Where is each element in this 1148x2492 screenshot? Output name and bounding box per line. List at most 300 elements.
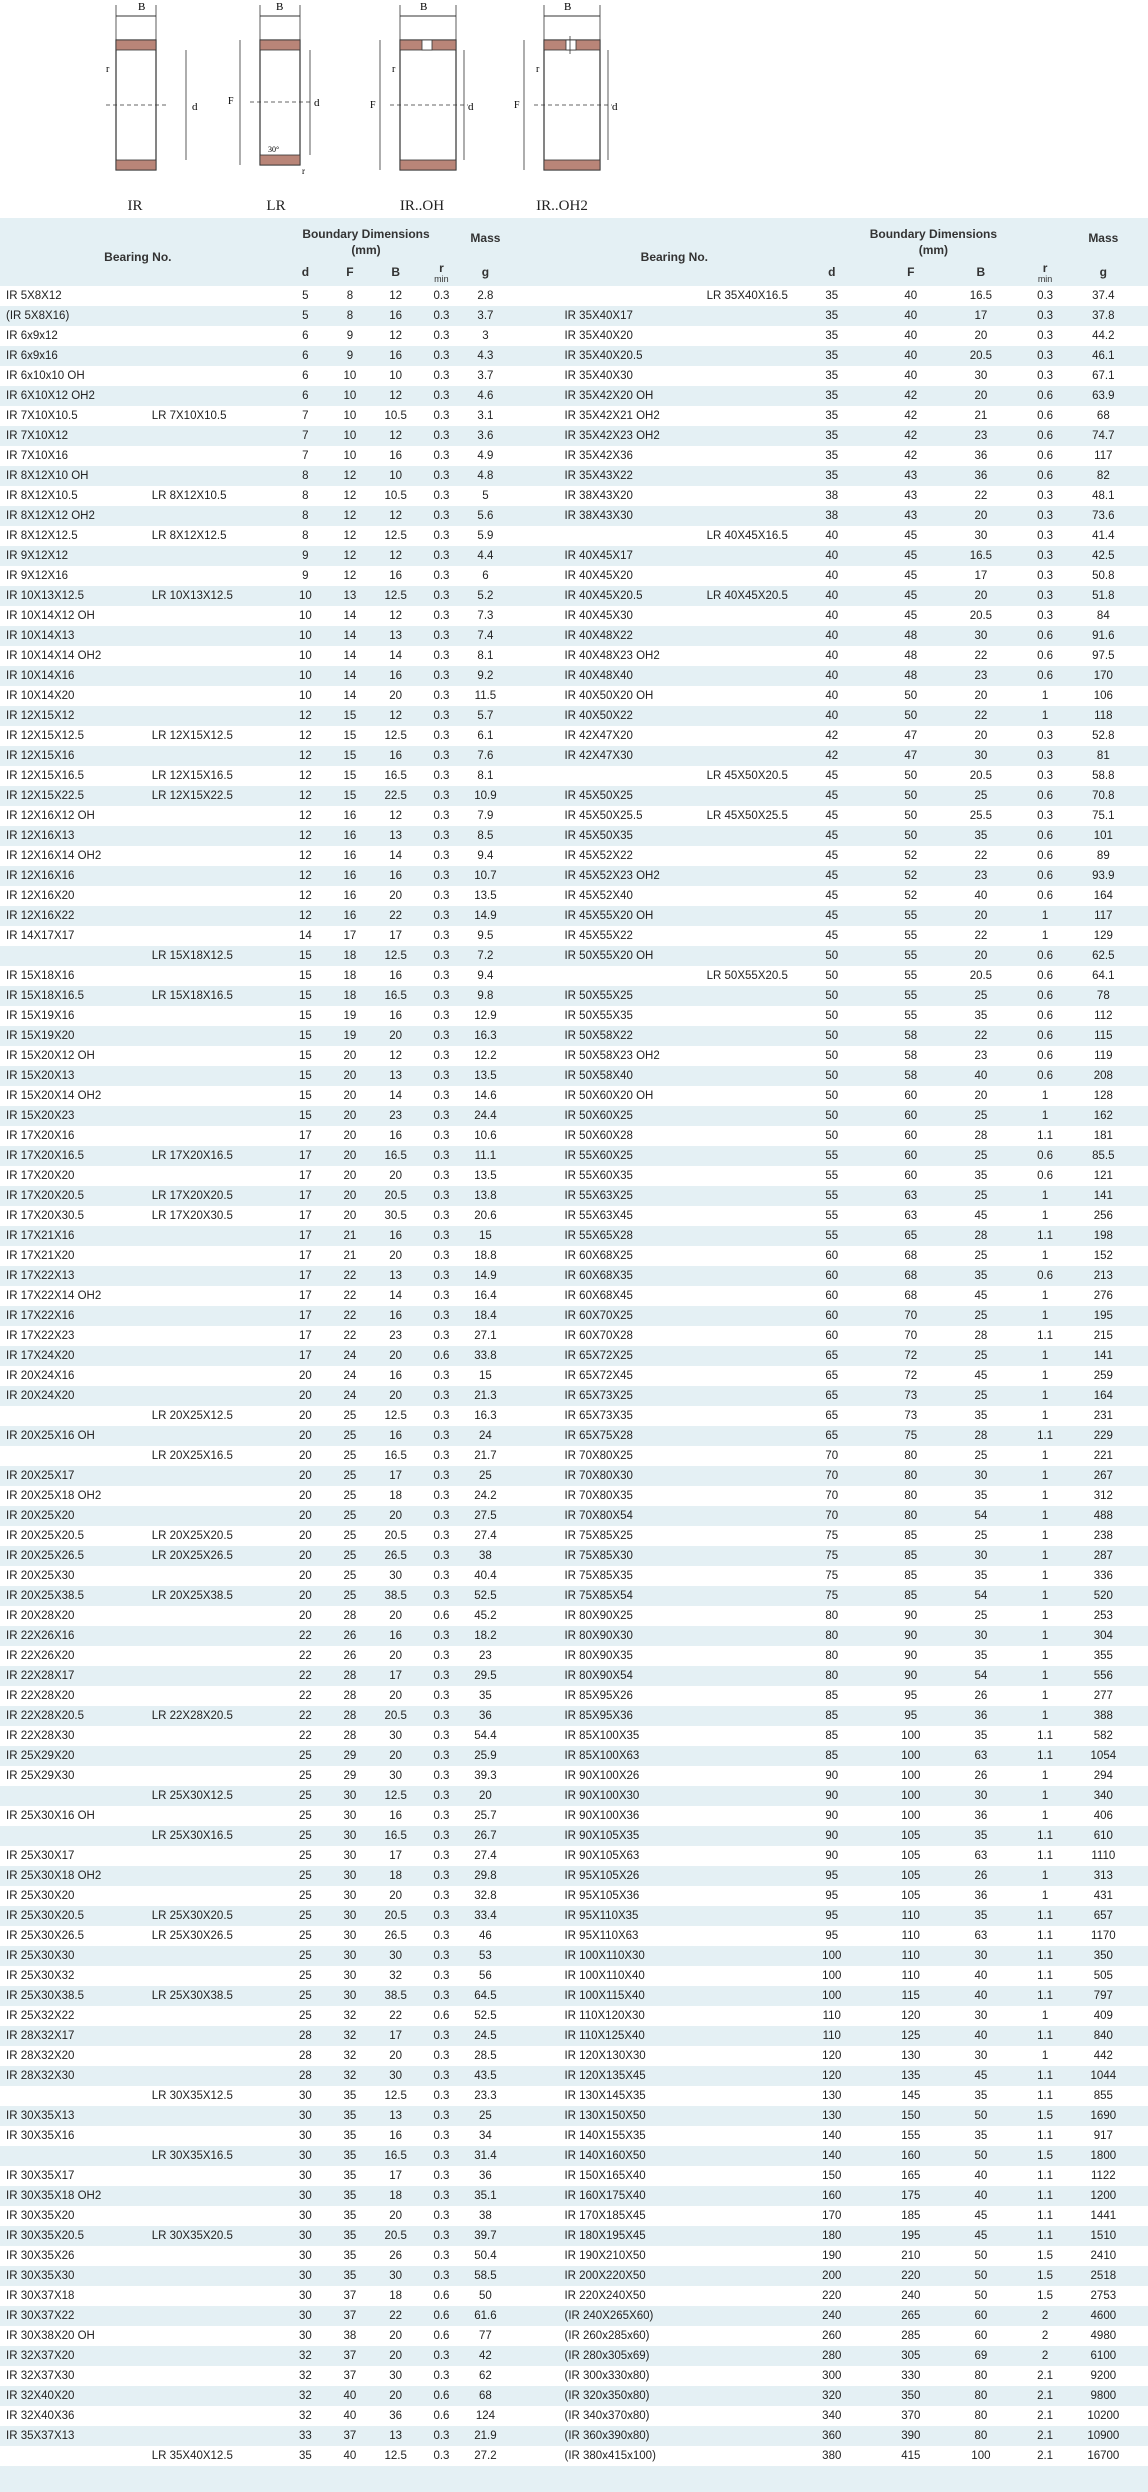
spacer-cell: [1130, 906, 1148, 926]
table-cell: 30: [974, 1550, 988, 1562]
table-cell: 556: [1093, 1670, 1113, 1682]
table-cell: 30: [343, 1870, 357, 1882]
table-cell: [150, 346, 276, 366]
table-cell: 25: [974, 990, 988, 1002]
table-cell: 30: [298, 2330, 312, 2342]
table-cell: 20: [389, 1750, 403, 1762]
table-cell: [705, 1566, 791, 1586]
spacer-cell: [515, 2386, 559, 2406]
table-cell: 16700: [1087, 2450, 1120, 2462]
table-cell: 35: [825, 290, 839, 302]
table-cell: [150, 2026, 276, 2046]
table-cell: 0.3: [433, 350, 450, 362]
spacer-cell: [1130, 1686, 1148, 1706]
spacer-cell: [515, 866, 559, 886]
table-cell: 30: [298, 2170, 312, 2182]
table-cell: 75: [904, 1430, 918, 1442]
table-cell: 0.3: [433, 1050, 450, 1062]
table-cell: 0.3: [433, 1630, 450, 1642]
table-cell: 35: [343, 2210, 357, 2222]
table-cell: (IR 260x285x60): [564, 2330, 650, 2342]
table-cell: 0.6: [1037, 1270, 1054, 1282]
spacer-cell: [515, 626, 559, 646]
table-cell: 58: [904, 1030, 918, 1042]
table-cell: 14: [343, 650, 357, 662]
table-cell: 37: [343, 2370, 357, 2382]
table-row: [0, 1486, 1148, 1506]
table-cell: 14: [298, 930, 312, 942]
table-cell: IR 40X45X20: [564, 570, 633, 582]
table-cell: 0.3: [433, 1530, 450, 1542]
table-cell: 45: [974, 1290, 988, 1302]
table-cell: 0.6: [1037, 1010, 1054, 1022]
table-cell: 7.3: [477, 610, 494, 622]
spacer-cell: [515, 2266, 559, 2286]
table-cell: 32.8: [474, 1890, 497, 1902]
table-cell: 70: [825, 1450, 839, 1462]
table-cell: 221: [1093, 1450, 1113, 1462]
table-cell: 0.3: [433, 1110, 450, 1122]
table-cell: 0.3: [433, 910, 450, 922]
spacer-cell: [515, 2226, 559, 2246]
svg-text:F: F: [228, 96, 234, 107]
spacer-cell: [515, 1266, 559, 1286]
table-cell: [150, 1846, 276, 1866]
table-cell: 388: [1093, 1710, 1113, 1722]
table-cell: [705, 1806, 791, 1826]
table-cell: IR 55X60X25: [564, 1150, 633, 1162]
table-cell: 110: [901, 1910, 920, 1922]
table-cell: 64.1: [1092, 970, 1115, 982]
table-cell: 38.5: [384, 1990, 407, 2002]
table-cell: 0.3: [433, 1390, 450, 1402]
spacer-cell: [515, 486, 559, 506]
table-cell: 1.1: [1037, 2230, 1054, 2242]
table-cell: 1: [1041, 1470, 1049, 1482]
table-row: [0, 2046, 1148, 2066]
table-cell: [558, 526, 704, 546]
table-cell: 95: [904, 1690, 918, 1702]
table-cell: IR 38X43X20: [564, 490, 633, 502]
table-cell: IR 50X55X20 OH: [564, 950, 654, 962]
table-cell: IR 12X16X22: [6, 910, 75, 922]
spacer-cell: [515, 2446, 559, 2466]
table-cell: 100: [822, 1970, 842, 1982]
spacer-cell: [1130, 2066, 1148, 2086]
spacer-cell: [515, 1506, 559, 1526]
table-cell: 18: [389, 2190, 403, 2202]
table-cell: 54: [974, 1670, 988, 1682]
table-cell: 120: [822, 2050, 842, 2062]
table-cell: [150, 706, 276, 726]
table-cell: 63: [974, 1750, 988, 1762]
table-cell: 229: [1093, 1430, 1113, 1442]
table-cell: 0.6: [433, 2330, 450, 2342]
table-cell: 1.1: [1037, 1330, 1054, 1342]
table-cell: [150, 1626, 276, 1646]
table-cell: 11.5: [474, 690, 497, 702]
table-cell: IR 25X30X38.5: [6, 1990, 85, 2002]
table-cell: [150, 1646, 276, 1666]
table-cell: [705, 946, 791, 966]
table-cell: [0, 1406, 150, 1426]
table-cell: 10: [298, 690, 312, 702]
table-cell: [0, 2086, 150, 2106]
table-cell: 25: [974, 1450, 988, 1462]
table-cell: 0.6: [1037, 1070, 1054, 1082]
table-row: [0, 2206, 1148, 2226]
table-cell: 14: [343, 670, 357, 682]
table-cell: [705, 706, 791, 726]
spacer-cell: [1130, 966, 1148, 986]
table-cell: 30: [343, 1930, 357, 1942]
table-cell: 45: [904, 550, 918, 562]
table-cell: [705, 2206, 791, 2226]
table-row: [0, 646, 1148, 666]
table-cell: 32: [298, 2350, 312, 2362]
table-cell: [705, 546, 791, 566]
table-cell: 141: [1093, 1350, 1113, 1362]
table-row: [0, 1386, 1148, 1406]
table-cell: 117: [1094, 450, 1113, 462]
table-cell: [705, 1946, 791, 1966]
table-cell: IR 10X13X12.5: [6, 590, 85, 602]
table-cell: [705, 1506, 791, 1526]
table-cell: 40: [974, 1970, 988, 1982]
table-cell: 20.5: [384, 1710, 407, 1722]
table-cell: [150, 1386, 276, 1406]
table-cell: 40: [974, 890, 988, 902]
table-row: [0, 866, 1148, 886]
table-cell: 20: [389, 890, 403, 902]
table-row: [0, 1126, 1148, 1146]
table-cell: 406: [1093, 1810, 1113, 1822]
col-bearing-no-left: Bearing No.: [104, 250, 172, 264]
table-cell: 145: [901, 2090, 921, 2102]
table-cell: 48: [904, 670, 918, 682]
table-cell: 30: [298, 2190, 312, 2202]
table-cell: 141: [1093, 1190, 1113, 1202]
table-cell: 0.3: [433, 2250, 450, 2262]
table-cell: 0.6: [1037, 870, 1054, 882]
table-cell: 25: [343, 1530, 357, 1542]
spacer-cell: [1130, 706, 1148, 726]
spacer-cell: [1130, 1326, 1148, 1346]
table-cell: 35: [343, 2150, 357, 2162]
table-cell: 220: [822, 2290, 842, 2302]
table-cell: 11.1: [474, 1150, 497, 1162]
table-cell: 13: [389, 1270, 403, 1282]
table-cell: 16.4: [474, 1290, 497, 1302]
svg-text:r: r: [536, 64, 540, 75]
table-cell: 17: [298, 1250, 312, 1262]
spacer-cell: [515, 2186, 559, 2206]
table-cell: 22: [298, 1710, 312, 1722]
table-cell: 20.5: [969, 770, 993, 782]
table-row: [0, 1946, 1148, 1966]
table-cell: 20: [298, 1370, 312, 1382]
table-cell: LR 22X28X20.5: [151, 1710, 233, 1722]
table-cell: [150, 2346, 276, 2366]
table-row: [0, 1686, 1148, 1706]
spacer-cell: [1130, 1026, 1148, 1046]
table-cell: 0.3: [433, 1330, 450, 1342]
table-cell: [705, 1186, 791, 1206]
table-cell: 7.4: [477, 630, 494, 642]
table-cell: IR 85X100X35: [564, 1730, 640, 1742]
table-cell: 73.6: [1092, 510, 1115, 522]
table-cell: 7: [302, 450, 309, 462]
table-cell: 121: [1093, 1170, 1113, 1182]
table-cell: 8: [302, 490, 309, 502]
table-cell: (IR 320x350x80): [564, 2390, 650, 2402]
table-cell: 63.9: [1092, 390, 1115, 402]
spacer-cell: [515, 1386, 559, 1406]
table-cell: [705, 1846, 791, 1866]
table-cell: 33: [298, 2430, 312, 2442]
table-cell: 25: [298, 1970, 312, 1982]
table-cell: 33.8: [474, 1350, 497, 1362]
table-cell: [150, 2266, 276, 2286]
table-cell: 26.5: [384, 1930, 407, 1942]
table-cell: 68: [904, 1270, 918, 1282]
table-cell: 119: [1094, 1050, 1113, 1062]
table-cell: 0.3: [1037, 770, 1054, 782]
table-cell: 75: [825, 1550, 839, 1562]
table-cell: [705, 886, 791, 906]
table-cell: 85.5: [1092, 1150, 1115, 1162]
table-cell: 9.5: [477, 930, 494, 942]
spacer-cell: [1130, 986, 1148, 1006]
table-cell: 1510: [1090, 2230, 1117, 2242]
table-cell: IR 28X32X30: [6, 2070, 75, 2082]
table-cell: IR 120X135X45: [564, 2070, 646, 2082]
table-cell: 0.3: [433, 1290, 450, 1302]
table-cell: 35: [479, 1690, 492, 1702]
table-cell: 1.1: [1037, 1730, 1054, 1742]
table-cell: LR 17X20X20.5: [151, 1190, 233, 1202]
spacer-cell: [1130, 1486, 1148, 1506]
table-cell: IR 30X35X20: [6, 2210, 75, 2222]
table-cell: [150, 1166, 276, 1186]
table-cell: 38: [825, 490, 839, 502]
spacer-cell: [1130, 1406, 1148, 1426]
table-cell: 22: [343, 1330, 357, 1342]
table-cell: 256: [1093, 1210, 1113, 1222]
table-cell: 135: [901, 2070, 921, 2082]
table-cell: 0.3: [433, 390, 450, 402]
table-cell: 330: [901, 2370, 921, 2382]
table-cell: 360: [822, 2430, 842, 2442]
table-cell: 30: [974, 2010, 988, 2022]
table-cell: 82: [1096, 470, 1110, 482]
table-cell: IR 9X12X16: [6, 570, 69, 582]
table-cell: 25: [298, 1890, 312, 1902]
table-cell: [150, 666, 276, 686]
table-row: [0, 1106, 1148, 1126]
table-cell: 25: [343, 1430, 357, 1442]
table-cell: 19: [343, 1030, 357, 1042]
table-cell: 9.8: [477, 990, 494, 1002]
table-cell: 85: [825, 1750, 839, 1762]
table-cell: 45: [904, 530, 918, 542]
table-cell: IR 28X32X20: [6, 2050, 75, 2062]
table-cell: IR 50X58X22: [564, 1030, 633, 1042]
table-cell: 26: [974, 1770, 988, 1782]
table-cell: 84: [1096, 610, 1110, 622]
table-cell: 6: [302, 330, 309, 342]
table-cell: 0.6: [1037, 850, 1054, 862]
table-row: [0, 1466, 1148, 1486]
table-cell: IR 40X45X20.5: [564, 590, 643, 602]
table-cell: 50.4: [474, 2250, 497, 2262]
table-cell: 50: [825, 1050, 839, 1062]
table-cell: 1170: [1090, 1930, 1116, 1942]
table-row: [0, 1566, 1148, 1586]
table-cell: 45: [825, 890, 839, 902]
table-cell: 294: [1093, 1770, 1113, 1782]
table-cell: IR 12X16X12 OH: [6, 810, 95, 822]
table-cell: IR 50X55X25: [564, 990, 633, 1002]
table-cell: [150, 2386, 276, 2406]
table-cell: 50: [825, 990, 839, 1002]
table-cell: [150, 306, 276, 326]
table-cell: 0.3: [433, 2130, 450, 2142]
spacer-cell: [515, 906, 559, 926]
table-cell: 0.3: [433, 950, 450, 962]
table-cell: 6.1: [477, 730, 494, 742]
table-cell: 32: [389, 1970, 403, 1982]
table-cell: 70: [825, 1510, 839, 1522]
svg-text:d: d: [468, 101, 474, 113]
table-cell: [558, 966, 704, 986]
table-cell: 12: [298, 830, 312, 842]
table-cell: 1: [1041, 1110, 1049, 1122]
table-cell: 1: [1041, 1870, 1049, 1882]
table-cell: 32: [343, 2010, 357, 2022]
table-cell: 30: [343, 1830, 357, 1842]
table-cell: 200: [822, 2270, 842, 2282]
table-cell: 0.3: [433, 1790, 450, 1802]
table-cell: IR 12X15X12.5: [6, 730, 85, 742]
table-cell: [705, 1146, 791, 1166]
table-cell: IR 20X24X16: [6, 1370, 75, 1382]
table-cell: 0.3: [433, 1750, 450, 1762]
table-cell: 12: [343, 570, 357, 582]
table-cell: 0.3: [433, 430, 450, 442]
table-cell: 1: [1041, 1410, 1049, 1422]
col-mass-right: Mass: [1088, 231, 1119, 245]
table-cell: 2.1: [1037, 2430, 1054, 2442]
table-cell: IR 20X25X20.5: [6, 1530, 85, 1542]
table-cell: IR 38X43X30: [564, 510, 633, 522]
table-cell: IR 75X85X30: [564, 1550, 633, 1562]
table-row: [0, 1826, 1148, 1846]
spacer-cell: [515, 966, 559, 986]
table-cell: [705, 1786, 791, 1806]
table-cell: 431: [1093, 1890, 1113, 1902]
spacer-cell: [1130, 1766, 1148, 1786]
table-cell: 28: [974, 1130, 988, 1142]
table-cell: IR 25X30X16 OH: [6, 1810, 95, 1822]
table-cell: IR 75X85X35: [564, 1570, 633, 1582]
table-cell: 22: [974, 850, 988, 862]
table-cell: IR 25X30X26.5: [6, 1930, 85, 1942]
spacer-cell: [1130, 2266, 1148, 2286]
table-cell: IR 75X85X25: [564, 1530, 633, 1542]
table-cell: [705, 346, 791, 366]
table-cell: 0.3: [433, 2450, 450, 2462]
table-cell: 26: [343, 1650, 357, 1662]
table-cell: 12: [298, 750, 312, 762]
table-cell: 2410: [1090, 2250, 1117, 2262]
table-cell: 17: [298, 1210, 312, 1222]
spacer-cell: [515, 1206, 559, 1226]
table-cell: IR 50X60X28: [564, 1130, 633, 1142]
table-cell: 35.1: [474, 2190, 497, 2202]
table-cell: IR 65X73X35: [564, 1410, 633, 1422]
table-cell: 12: [298, 850, 312, 862]
table-row: [0, 786, 1148, 806]
table-row: [0, 386, 1148, 406]
table-cell: 5: [302, 310, 309, 322]
table-cell: IR 15X20X14 OH2: [6, 1090, 102, 1102]
table-row: [0, 2326, 1148, 2346]
spacer-cell: [1130, 546, 1148, 566]
table-cell: 0.3: [1037, 350, 1054, 362]
table-cell: [705, 1626, 791, 1646]
table-cell: 1: [1041, 1630, 1049, 1642]
spacer-cell: [515, 1826, 559, 1846]
table-cell: 20: [389, 1350, 403, 1362]
table-cell: 20: [298, 1470, 312, 1482]
table-cell: 16.5: [384, 1830, 407, 1842]
table-cell: 30: [974, 2050, 988, 2062]
col-bearing-no-right: Bearing No.: [640, 250, 708, 264]
table-cell: 80: [825, 1610, 839, 1622]
table-cell: 0.3: [433, 850, 450, 862]
table-cell: 6100: [1090, 2350, 1117, 2362]
spacer-cell: [515, 306, 559, 326]
table-cell: 0.3: [433, 1190, 450, 1202]
table-cell: 1.5: [1037, 2250, 1054, 2262]
table-cell: 5.2: [477, 590, 494, 602]
table-cell: 17: [298, 1150, 312, 1162]
table-cell: 50.8: [1092, 570, 1115, 582]
table-row: [0, 1006, 1148, 1026]
table-cell: 1: [1041, 1650, 1049, 1662]
table-cell: 129: [1093, 930, 1113, 942]
table-cell: 18: [343, 970, 357, 982]
table-cell: 35: [343, 2130, 357, 2142]
table-cell: 12: [343, 510, 357, 522]
table-cell: 16.5: [384, 990, 407, 1002]
table-cell: 50: [825, 1030, 839, 1042]
table-cell: 50: [904, 690, 918, 702]
table-row: [0, 1726, 1148, 1746]
spacer-cell: [515, 926, 559, 946]
table-cell: IR 25X30X30: [6, 1950, 75, 1962]
table-cell: 13.5: [474, 1070, 497, 1082]
spacer-cell: [1130, 2126, 1148, 2146]
table-cell: [150, 326, 276, 346]
table-cell: [150, 1346, 276, 1366]
table-cell: 1: [1041, 1210, 1049, 1222]
spacer-cell: [1130, 1526, 1148, 1546]
table-cell: 40: [974, 1990, 988, 2002]
table-cell: 1.1: [1037, 1990, 1054, 2002]
dimensions-table: [0, 218, 1148, 2466]
